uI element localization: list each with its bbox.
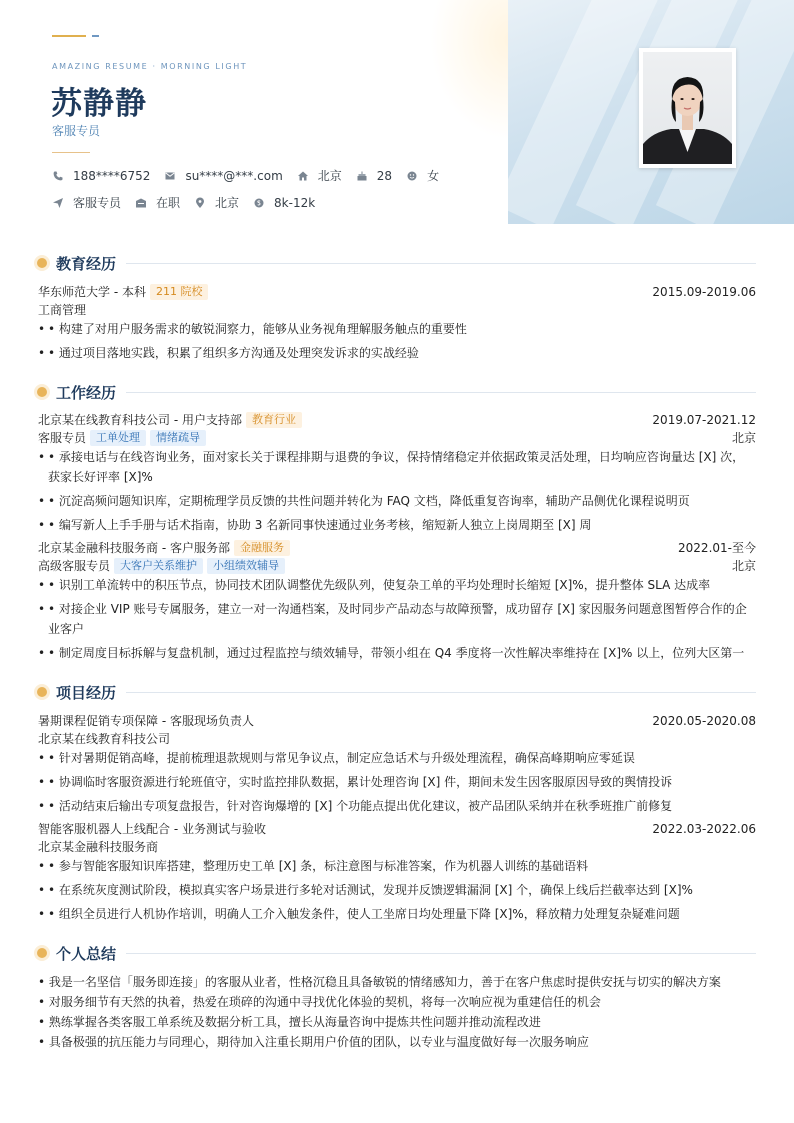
- resume-kicker: AMAZING RESUME · MORNING LIGHT: [52, 62, 248, 71]
- profile-photo: [639, 48, 736, 168]
- project-title-row: [38, 820, 756, 838]
- work-date: 2022.01-至今: [678, 541, 756, 555]
- section-projects-header: [36, 681, 756, 703]
- project-bullet: • • 活动结束后输出专项复盘报告，针对咨询爆增的 [X] 个功能点提出优化建议，被产品团队采纳并在秋季班推广前修复: [38, 796, 756, 816]
- contact-gender: [406, 167, 439, 184]
- salary-icon: [253, 197, 265, 209]
- project-org: 北京某金融科技服务商: [38, 840, 159, 854]
- contact-phone: [52, 169, 150, 183]
- header-accent-lines: [52, 35, 99, 37]
- intent-city: [194, 194, 239, 211]
- section-work-header: [36, 381, 756, 403]
- education-date: 2015.09-2019.06: [652, 285, 756, 299]
- gender-text: 女: [427, 169, 440, 183]
- email-text: su****@***.com: [185, 168, 283, 183]
- work-company: 北京某在线教育科技公司 - 用户支持部: [38, 413, 242, 427]
- section-title: 个人总结: [56, 944, 117, 963]
- summary-line: • 我是一名坚信「服务即连接」的客服从业者，性格沉稳且具备敏锐的情绪感知力，善于在客户焦虑时提供安抚与切实的解决方案: [38, 975, 721, 989]
- location-pin-icon: [194, 197, 206, 209]
- intent-city-text: 北京: [215, 196, 240, 210]
- work-company-row: [38, 539, 756, 557]
- summary-line: • 具备极强的抗压能力与同理心，期待加入注重长期用户价值的团队，以专业与温度做好每一次服务响应: [38, 1035, 589, 1049]
- project-date: 2022.03-2022.06: [652, 822, 756, 836]
- work-position: 客服专员: [38, 431, 87, 445]
- intent-position: [52, 194, 121, 211]
- section-summary-header: [36, 942, 756, 964]
- work-industry-tag: 金融服务: [234, 540, 290, 556]
- work-bullet: • • 承接电话与在线咨询业务，面对家长关于课程排期与退费的争议，保持情绪稳定并依据政策灵活处理，日均响应咨询量达 [X] 次，获家长好评率 [X]%: [38, 447, 756, 487]
- work-position: 高级客服专员: [38, 559, 111, 573]
- contact-info-row: [52, 167, 453, 184]
- section-education-header: [36, 252, 756, 274]
- project-title-row: [38, 712, 756, 730]
- role-divider: [52, 152, 90, 153]
- section-rule: [126, 692, 756, 693]
- work-company-row: [38, 411, 756, 429]
- work-company: 北京某金融科技服务商 - 客户服务部: [38, 541, 230, 555]
- work-bullet: • • 制定周度目标拆解与复盘机制，通过过程监控与绩效辅导，带领小组在 Q4 季度将一次性解决率维持在 [X]% 以上，位列大区第一: [38, 643, 756, 663]
- gender-icon: [406, 170, 418, 182]
- work-bullet: • • 编写新人上手手册与话术指南，协助 3 名新同事快速通过业务考核，缩短新人独立上岗周期至 [X] 周: [38, 515, 756, 535]
- work-bullet: • • 识别工单流转中的积压节点，协同技术团队调整优先级队列，使复杂工单的平均处理时长缩短 [X]%，提升整体 SLA 达成率: [38, 575, 756, 595]
- section-marker-icon: [37, 258, 47, 268]
- work-skill-tag: 小组绩效辅导: [207, 558, 285, 574]
- intent-status-text: 在职: [156, 196, 181, 210]
- work-city: 北京: [731, 559, 756, 573]
- summary-line: • 对服务细节有天然的执着，热爱在琐碎的沟通中寻找优化体验的契机，将每一次响应视为重建信任的机会: [38, 995, 601, 1009]
- contact-email: [164, 169, 282, 183]
- section-marker-icon: [37, 687, 47, 697]
- work-skill-tag: 大客户关系维护: [114, 558, 203, 574]
- project-org: 北京某在线教育科技公司: [38, 732, 171, 746]
- candidate-name: 苏静静: [51, 86, 147, 122]
- school-name: 华东师范大学 - 本科: [38, 285, 146, 299]
- contact-home: [297, 167, 342, 184]
- project-bullet: • • 组织全员进行人机协作培训，明确人工介入触发条件，使人工坐席日均处理量下降 [X]%，释放精力处理复杂疑难问题: [38, 904, 756, 924]
- home-icon: [297, 170, 309, 182]
- project-bullet: • • 在系统灰度测试阶段，模拟真实客户场景进行多轮对话测试，发现并反馈逻辑漏洞 [X] 个，确保上线后拦截率达到 [X]%: [38, 880, 756, 900]
- work-position-row: [38, 557, 756, 575]
- education-school-row: [38, 283, 756, 301]
- project-title: 暑期课程促销专项保障 - 客服现场负责人: [38, 714, 254, 728]
- section-rule: [126, 953, 756, 954]
- education-major: 工商管理: [38, 303, 87, 317]
- work-position-row: [38, 429, 756, 447]
- work-date: 2019.07-2021.12: [652, 413, 756, 427]
- phone-text: 188****6752: [73, 168, 151, 183]
- education-bullet: • • 构建了对用户服务需求的敏锐洞察力，能够从业务视角理解服务触点的重要性: [38, 319, 756, 339]
- work-bullet: • • 沉淀高频问题知识库，定期梳理学员反馈的共性问题并转化为 FAQ 文档，降低重复咨询率，辅助产品侧优化课程说明页: [38, 491, 756, 511]
- contact-age: [356, 169, 392, 183]
- section-rule: [126, 263, 756, 264]
- work-bullet: • • 对接企业 VIP 账号专属服务，建立一对一沟通档案，及时同步产品动态与故障预警，成功留存 [X] 家因服务问题意图暂停合作的企业客户: [38, 599, 756, 639]
- work-skill-tag: 情绪疏导: [150, 430, 206, 446]
- project-date: 2020.05-2020.08: [652, 714, 756, 728]
- section-title: 教育经历: [56, 254, 117, 273]
- section-marker-icon: [37, 387, 47, 397]
- section-marker-icon: [37, 948, 47, 958]
- project-bullet: • • 针对暑期促销高峰，提前梳理退款规则与常见争议点，制定应急话术与升级处理流程，确保高峰期响应零延误: [38, 748, 756, 768]
- education-bullet: • • 通过项目落地实践，积累了组织多方沟通及处理突发诉求的实战经验: [38, 343, 756, 363]
- intent-salary-text: 8k-12k: [274, 195, 316, 210]
- home-city-text: 北京: [317, 169, 342, 183]
- cake-icon: [356, 170, 368, 182]
- portrait-image: [643, 52, 732, 164]
- project-bullet: • • 参与智能客服知识库搭建，整理历史工单 [X] 条，标注意图与标准答案，作为机器人训练的基础语料: [38, 856, 756, 876]
- work-industry-tag: 教育行业: [246, 412, 302, 428]
- work-city: 北京: [731, 431, 756, 445]
- mail-icon: [164, 170, 176, 182]
- summary-line: • 熟练掌握各类客服工单系统及数据分析工具，擅长从海量咨询中提炼共性问题并推动流程改进: [38, 1015, 541, 1029]
- candidate-role: 客服专员: [52, 124, 101, 138]
- phone-icon: [52, 170, 64, 182]
- work-skill-tag: 工单处理: [90, 430, 146, 446]
- intent-status: [135, 194, 180, 211]
- intent-salary: [253, 196, 315, 210]
- job-intent-row: [52, 194, 329, 211]
- status-icon: [135, 197, 147, 209]
- section-title: 工作经历: [56, 383, 117, 402]
- project-title: 智能客服机器人上线配合 - 业务测试与验收: [38, 822, 266, 836]
- intent-position-text: 客服专员: [73, 196, 122, 210]
- section-title: 项目经历: [56, 683, 117, 702]
- school-tag: 211 院校: [150, 284, 209, 300]
- send-icon: [52, 197, 64, 209]
- project-bullet: • • 协调临时客服资源进行轮班值守，实时监控排队数据，累计处理咨询 [X] 件，期间未发生因客服原因导致的舆情投诉: [38, 772, 756, 792]
- section-rule: [126, 392, 756, 393]
- age-text: 28: [376, 168, 393, 183]
